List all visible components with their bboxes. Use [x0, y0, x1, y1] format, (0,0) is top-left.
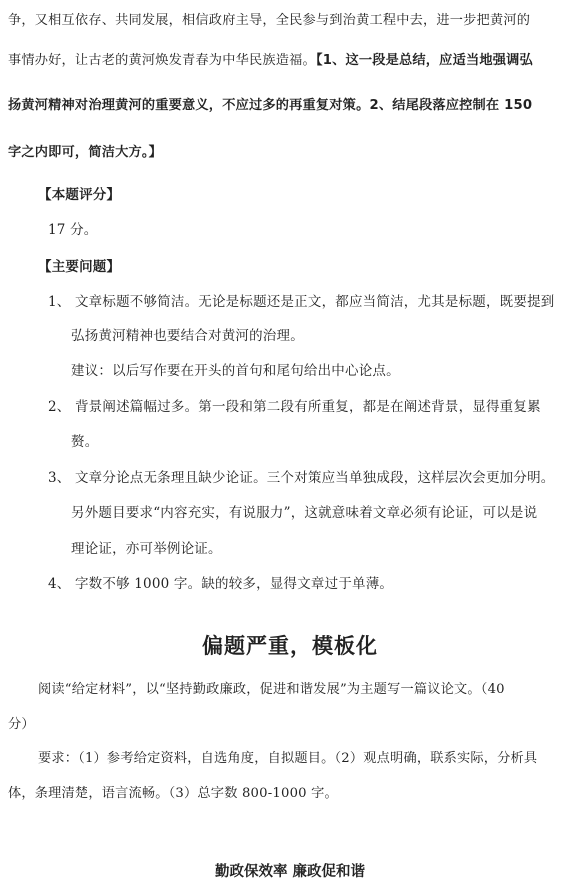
comment-start: 【1、这一段是总结，应适当地强调弘: [315, 53, 533, 68]
intro-line-2: [8, 49, 533, 68]
problem-1-cont: 弘扬黄河精神也要结合对黄河的治理。: [71, 328, 304, 344]
intro-line-1: 争，又相互依存、共同发展，相信政府主导，全民参与到治黄工程中去，进一步把黄河的: [8, 13, 531, 28]
problem-4: 4、 字数不够 1000 字。缺的较多，显得文章过于单薄。: [48, 576, 394, 592]
score-label: 【本题评分】: [38, 187, 121, 203]
essay-title: 勤政保效率 廉政促和谐: [214, 864, 366, 880]
prompt-line-2: 分）: [8, 717, 35, 732]
problem-1-suggestion: 建议：以后写作要在开头的首句和尾句给出中心论点。: [71, 363, 400, 379]
prompt-line-4: 体，条理清楚，语言流畅。（3）总字数 800-1000 字。: [8, 786, 338, 801]
problem-3-cont: 另外题目要求“内容充实，有说服力”，这就意味着文章必须有论证，可以是说: [71, 505, 538, 521]
intro-line-2-text: 事情办好，让古老的黄河焕发青春为中华民族造福。: [8, 53, 316, 68]
problems-label: 【主要问题】: [38, 259, 121, 275]
problem-1: 1、 文章标题不够简洁。无论是标题还是正文，都应当简洁，尤其是标题，既要提到: [48, 294, 555, 310]
prompt-line-3: 要求：（1）参考给定资料，自选角度，自拟题目。（2）观点明确，联系实际，分析具: [38, 751, 538, 766]
problem-3: 3、 文章分论点无条理且缺少论证。三个对策应当单独成段，这样层次会更加分明。: [48, 470, 555, 486]
problem-3-cont-2: 理论证，亦可举例论证。: [71, 541, 222, 557]
problem-2-cont: 赘。: [71, 434, 99, 450]
comment-line-2: 扬黄河精神对治理黄河的重要意义，不应过多的再重复对策。2、结尾段落应控制在 150: [8, 98, 533, 113]
score-value: 17 分。: [48, 222, 98, 238]
section-title: 偏题严重，模板化: [202, 634, 378, 658]
comment-line-3: 字之内即可，简洁大方。】: [8, 145, 163, 160]
problem-2: 2、 背景阐述篇幅过多。第一段和第二段有所重复，都是在阐述背景，显得重复累: [48, 399, 541, 415]
prompt-line-1: 阅读“给定材料”，以“坚持勤政廉政，促进和谐发展”为主题写一篇议论文。（40: [38, 682, 505, 697]
